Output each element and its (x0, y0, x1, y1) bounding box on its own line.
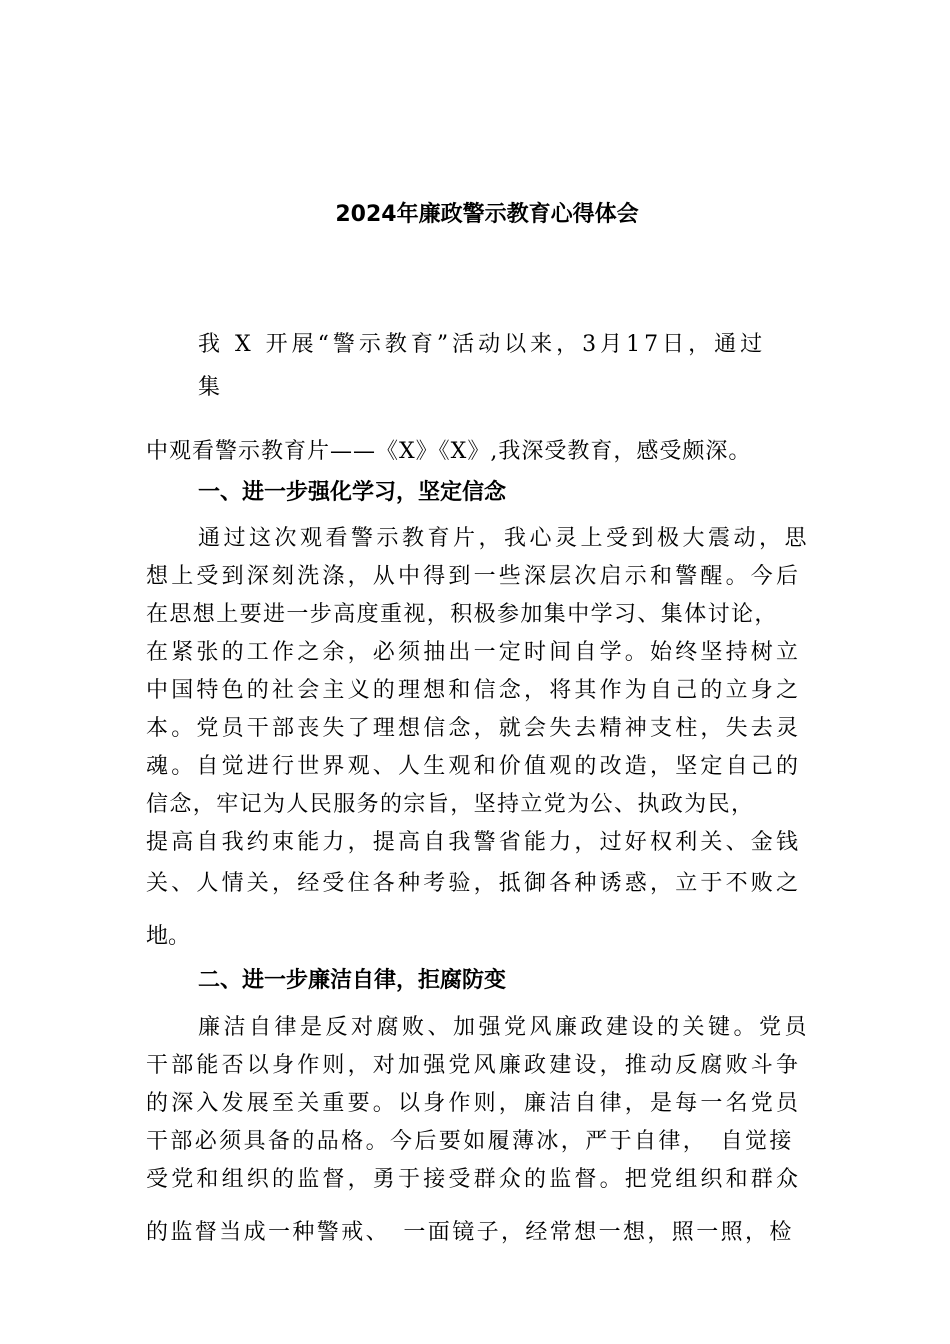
document-title: 2024年廉政警示教育心得体会 (335, 202, 639, 227)
section-2-line: 的深入发展至关重要。以身作则，廉洁自律，是每一名党员 (146, 1091, 802, 1116)
section-2-heading: 二、进一步廉洁自律，拒腐防变 (198, 968, 507, 993)
section-1-line: 想上受到深刻洗涤，从中得到一些深层次启示和警醒。今后 (146, 564, 802, 589)
section-1-line: 提高自我约束能力，提高自我警省能力，过好权利关、金钱 (146, 830, 802, 855)
intro-line-3: 中观看警示教育片——《X》《X》,我深受教育，感受颇深。 (146, 439, 752, 464)
section-2-line: 干部能否以身作则，对加强党风廉政建设，推动反腐败斗争 (146, 1053, 802, 1078)
section-1-heading: 一、进一步强化学习，坚定信念 (198, 480, 507, 505)
section-1-line: 在思想上要进一步高度重视，积极参加集中学习、集体讨论， (146, 602, 778, 627)
section-1-line: 在紧张的工作之余，必须抽出一定时间自学。始终坚持树立 (146, 640, 802, 665)
section-2-line: 廉洁自律是反对腐败、加强党风廉政建设的关键。党员 (198, 1015, 811, 1040)
section-1-line: 通过这次观看警示教育片，我心灵上受到极大震动，思 (198, 526, 811, 551)
intro-line-1: 我 X 开展“警示教育”活动以来，3月17日，通过 (198, 332, 767, 357)
section-1-line: 关、人情关，经受住各种考验，抵御各种诱惑，立于不败之 (146, 871, 802, 896)
section-1-line: 本。党员干部丧失了理想信念，就会失去精神支柱，失去灵 (146, 716, 802, 741)
section-1-line: 魂。自觉进行世界观、人生观和价值观的改造，坚定自己的 (146, 754, 802, 779)
section-2-line: 的监督当成一种警戒、 一面镜子，经常想一想，照一照，检 (146, 1220, 794, 1245)
section-1-line: 中国特色的社会主义的理想和信念，将其作为自己的立身之 (146, 678, 802, 703)
section-2-line: 受党和组织的监督，勇于接受群众的监督。把党组织和群众 (146, 1167, 802, 1192)
section-1-line: 信念，牢记为人民服务的宗旨，坚持立党为公、执政为民， (146, 792, 755, 817)
section-1-line: 地。 (146, 924, 191, 949)
intro-line-2: 集 (198, 375, 221, 400)
section-2-line: 干部必须具备的品格。今后要如履薄冰，严于自律， 自觉接 (146, 1129, 794, 1154)
